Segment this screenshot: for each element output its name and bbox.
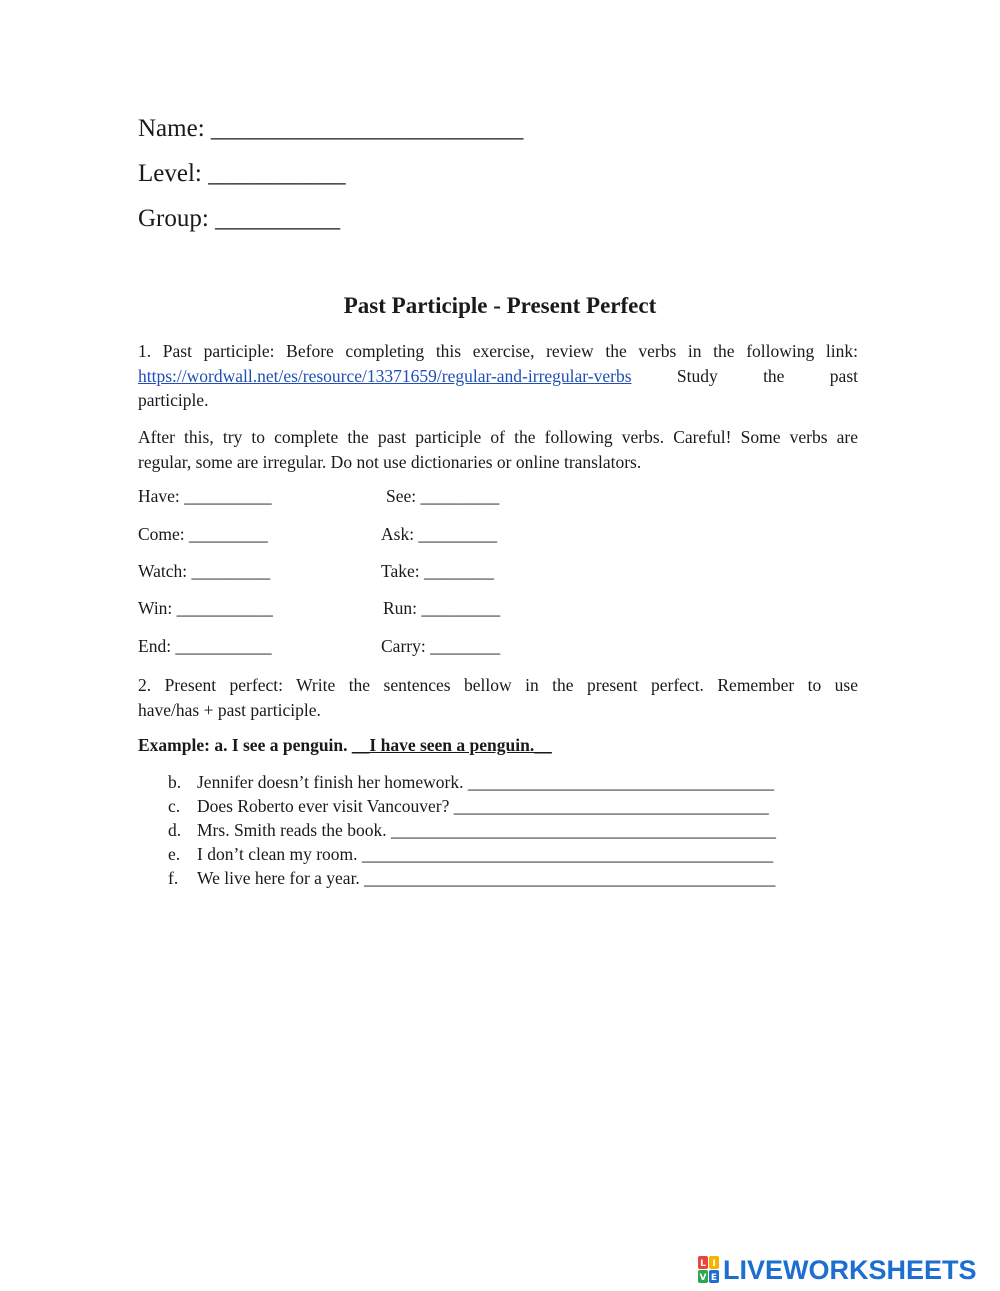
svg-text:V: V: [699, 1273, 707, 1283]
wordwall-link[interactable]: https://wordwall.net/es/resource/13371659/regular-and-irregular-verbs: [138, 365, 632, 386]
verb-see[interactable]: See: _________: [386, 486, 500, 506]
example-sentence: [138, 735, 552, 756]
page-title: Past Participle - Present Perfect: [343, 293, 657, 318]
section2-intro-line2: have/has + past participle.: [138, 699, 321, 720]
section1-intro-line3: participle.: [138, 390, 209, 410]
verb-win[interactable]: Win: ___________: [138, 598, 273, 618]
after-link-word: past: [829, 365, 858, 386]
verb-watch[interactable]: Watch: _________: [138, 561, 271, 581]
section2-intro-line1: 2. Present perfect: Write the sentences bellow in the present perfect. Remember to use: [138, 675, 858, 695]
liveworksheets-logo-icon: [698, 1256, 720, 1284]
item-letter: d.: [168, 820, 182, 840]
item-sentence[interactable]: Mrs. Smith reads the book. ____________________________________________: [197, 820, 776, 840]
item-sentence[interactable]: Does Roberto ever visit Vancouver? ____________________________________: [197, 796, 769, 816]
after-link-word: Study: [676, 365, 718, 386]
verb-have[interactable]: Have: __________: [138, 486, 272, 506]
svg-text:L: L: [700, 1259, 706, 1269]
liveworksheets-logo-text: LIVEWORKSHEETS: [723, 1254, 977, 1285]
section1-link-line: [138, 364, 858, 389]
item-letter: f.: [168, 868, 179, 888]
verb-run[interactable]: Run: _________: [383, 598, 501, 618]
liveworksheets-logo: [698, 1255, 977, 1285]
verb-come[interactable]: Come: _________: [138, 524, 268, 544]
verb-take[interactable]: Take: ________: [381, 561, 494, 581]
item-sentence[interactable]: I don’t clean my room. _______________________________________________: [197, 844, 774, 864]
name-field[interactable]: Name: _________________________: [138, 115, 524, 142]
section1-intro-line1: 1. Past participle: Before completing this exercise, review the verbs in the following link:: [138, 341, 858, 361]
section1-intro: [138, 339, 858, 413]
example-answer: __I have seen a penguin.__: [351, 735, 552, 755]
example-label: Example: a. I see a penguin.: [138, 735, 352, 755]
item-letter: c.: [168, 796, 181, 816]
verb-ask[interactable]: Ask: _________: [381, 524, 498, 544]
section1-instructions: [138, 425, 858, 474]
item-letter: e.: [168, 844, 181, 864]
instructions-line1: After this, try to complete the past participle of the following verbs. Careful! Some verbs are: [138, 427, 858, 447]
instructions-line2: regular, some are irregular. Do not use dictionaries or online translators.: [138, 451, 642, 472]
level-field[interactable]: Level: ___________: [138, 160, 346, 187]
svg-text:E: E: [710, 1273, 718, 1283]
svg-text:I: I: [712, 1259, 716, 1269]
item-letter: b.: [168, 772, 182, 792]
verb-carry[interactable]: Carry: ________: [381, 636, 501, 656]
item-sentence[interactable]: Jennifer doesn’t finish her homework. ___________________________________: [197, 772, 775, 792]
after-link-word: the: [763, 365, 785, 386]
group-field[interactable]: Group: __________: [138, 205, 341, 232]
section2-intro: [138, 673, 858, 722]
item-sentence[interactable]: We live here for a year. _______________________________________________: [197, 868, 776, 888]
verb-end[interactable]: End: ___________: [138, 636, 272, 656]
